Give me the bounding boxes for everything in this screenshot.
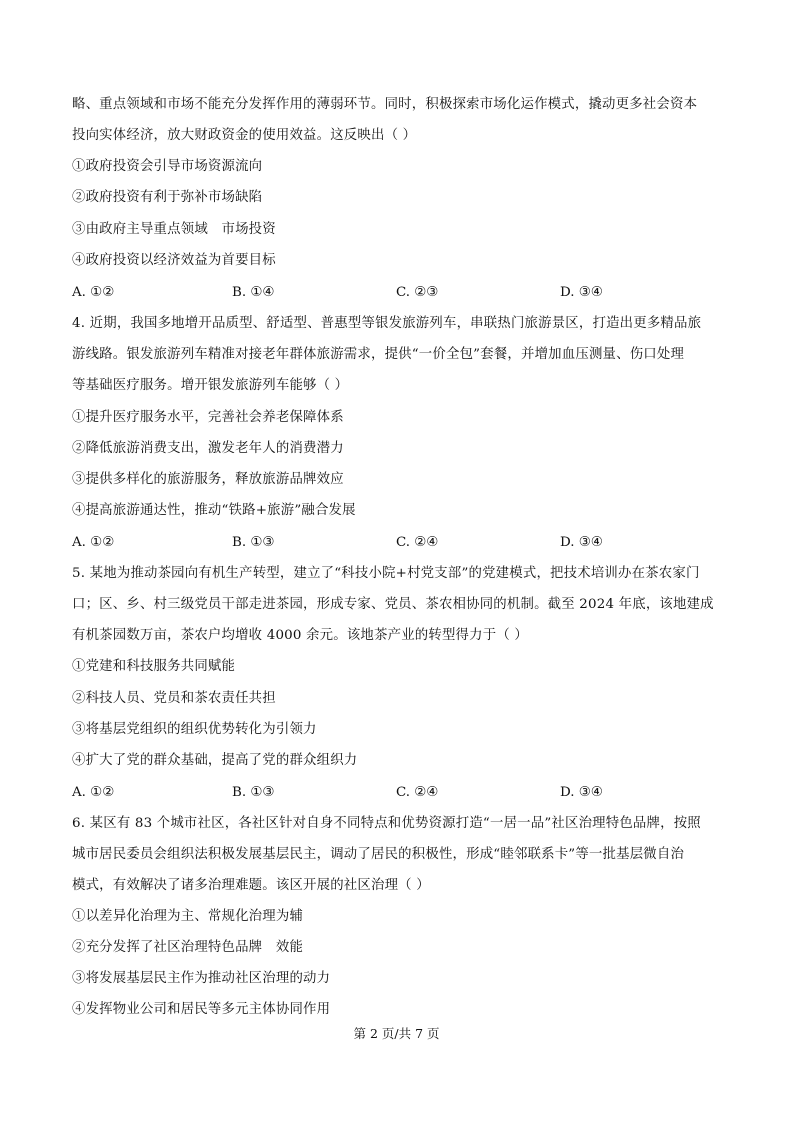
option-d: D. ③④ xyxy=(560,535,603,550)
statement: ①政府投资会引导市场资源流向 xyxy=(72,159,263,174)
answer-options xyxy=(72,783,722,803)
statement: ③提供多样化的旅游服务，释放旅游品牌效应 xyxy=(72,472,344,487)
question-5-line: 有机茶园数万亩，茶农户均增收 4000 余元。该地茶产业的转型得力于（ ） xyxy=(72,628,528,643)
option-b: B. ①③ xyxy=(232,535,275,550)
paragraph-line: 略、重点领域和市场不能充分发挥作用的薄弱环节。同时，积极探索市场化运作模式，撬动更多社会资本 xyxy=(72,97,698,112)
statement: ①党建和科技服务共同赋能 xyxy=(72,659,236,674)
question-4-line: 4. 近期，我国多地增开品质型、舒适型、普惠型等银发旅游列车，串联热门旅游景区，打造出更多精品旅 xyxy=(72,316,702,331)
option-a: A. ①② xyxy=(72,535,115,550)
option-c: C. ②④ xyxy=(396,785,439,800)
statement: ③由政府主导重点领域 市场投资 xyxy=(72,222,276,237)
statement: ③将基层党组织的组织优势转化为引领力 xyxy=(72,722,317,737)
question-6-line: 6. 某区有 83 个城市社区，各社区针对自身不同特点和优势资源打造“一居一品”社区治理特色品牌，按照 xyxy=(72,816,701,831)
statement: ②充分发挥了社区治理特色品牌 效能 xyxy=(72,940,304,955)
question-5-line: 5. 某地为推动茶园向有机生产转型，建立了“科技小院+村党支部”的党建模式，把技术培训办在茶农家门 xyxy=(72,566,700,581)
option-d: D. ③④ xyxy=(560,285,603,300)
option-a: A. ①② xyxy=(72,285,115,300)
question-6-line: 模式，有效解决了诸多治理难题。该区开展的社区治理（ ） xyxy=(72,878,430,893)
answer-options xyxy=(72,533,722,553)
option-c: C. ②③ xyxy=(396,285,439,300)
statement: ①以差异化治理为主、常规化治理为辅 xyxy=(72,909,304,924)
page-footer: 第 2 页/共 7 页 xyxy=(353,1026,440,1041)
question-4-line: 等基础医疗服务。增开银发旅游列车能够（ ） xyxy=(72,378,349,393)
statement: ③将发展基层民主作为推动社区治理的动力 xyxy=(72,971,331,986)
option-b: B. ①④ xyxy=(232,285,275,300)
option-a: A. ①② xyxy=(72,785,115,800)
statement: ②科技人员、党员和茶农责任共担 xyxy=(72,691,276,706)
question-6-line: 城市居民委员会组织法积极发展基层民主，调动了居民的积极性，形成“睦邻联系卡”等一批基层微自治 xyxy=(72,847,685,862)
statement: ②政府投资有利于弥补市场缺陷 xyxy=(72,190,263,205)
statement: ④扩大了党的群众基础，提高了党的群众组织力 xyxy=(72,753,358,768)
option-d: D. ③④ xyxy=(560,785,603,800)
answer-options xyxy=(72,283,722,303)
option-c: C. ②④ xyxy=(396,535,439,550)
question-4-line: 游线路。银发旅游列车精准对接老年群体旅游需求，提供“一价全包”套餐，并增加血压测量、伤口处理 xyxy=(72,347,685,362)
question-5-line: 口；区、乡、村三级党员干部走进茶园，形成专家、党员、茶农相协同的机制。截至 2024 年底，该地建成 xyxy=(72,597,714,612)
statement: ④政府投资以经济效益为首要目标 xyxy=(72,253,276,268)
statement: ④提高旅游通达性，推动“铁路+旅游”融合发展 xyxy=(72,503,356,518)
statement: ②降低旅游消费支出，激发老年人的消费潜力 xyxy=(72,441,344,456)
paragraph-line: 投向实体经济，放大财政资金的使用效益。这反映出（ ） xyxy=(72,128,417,143)
statement: ④发挥物业公司和居民等多元主体协同作用 xyxy=(72,1002,331,1017)
statement: ①提升医疗服务水平，完善社会养老保障体系 xyxy=(72,410,344,425)
option-b: B. ①③ xyxy=(232,785,275,800)
